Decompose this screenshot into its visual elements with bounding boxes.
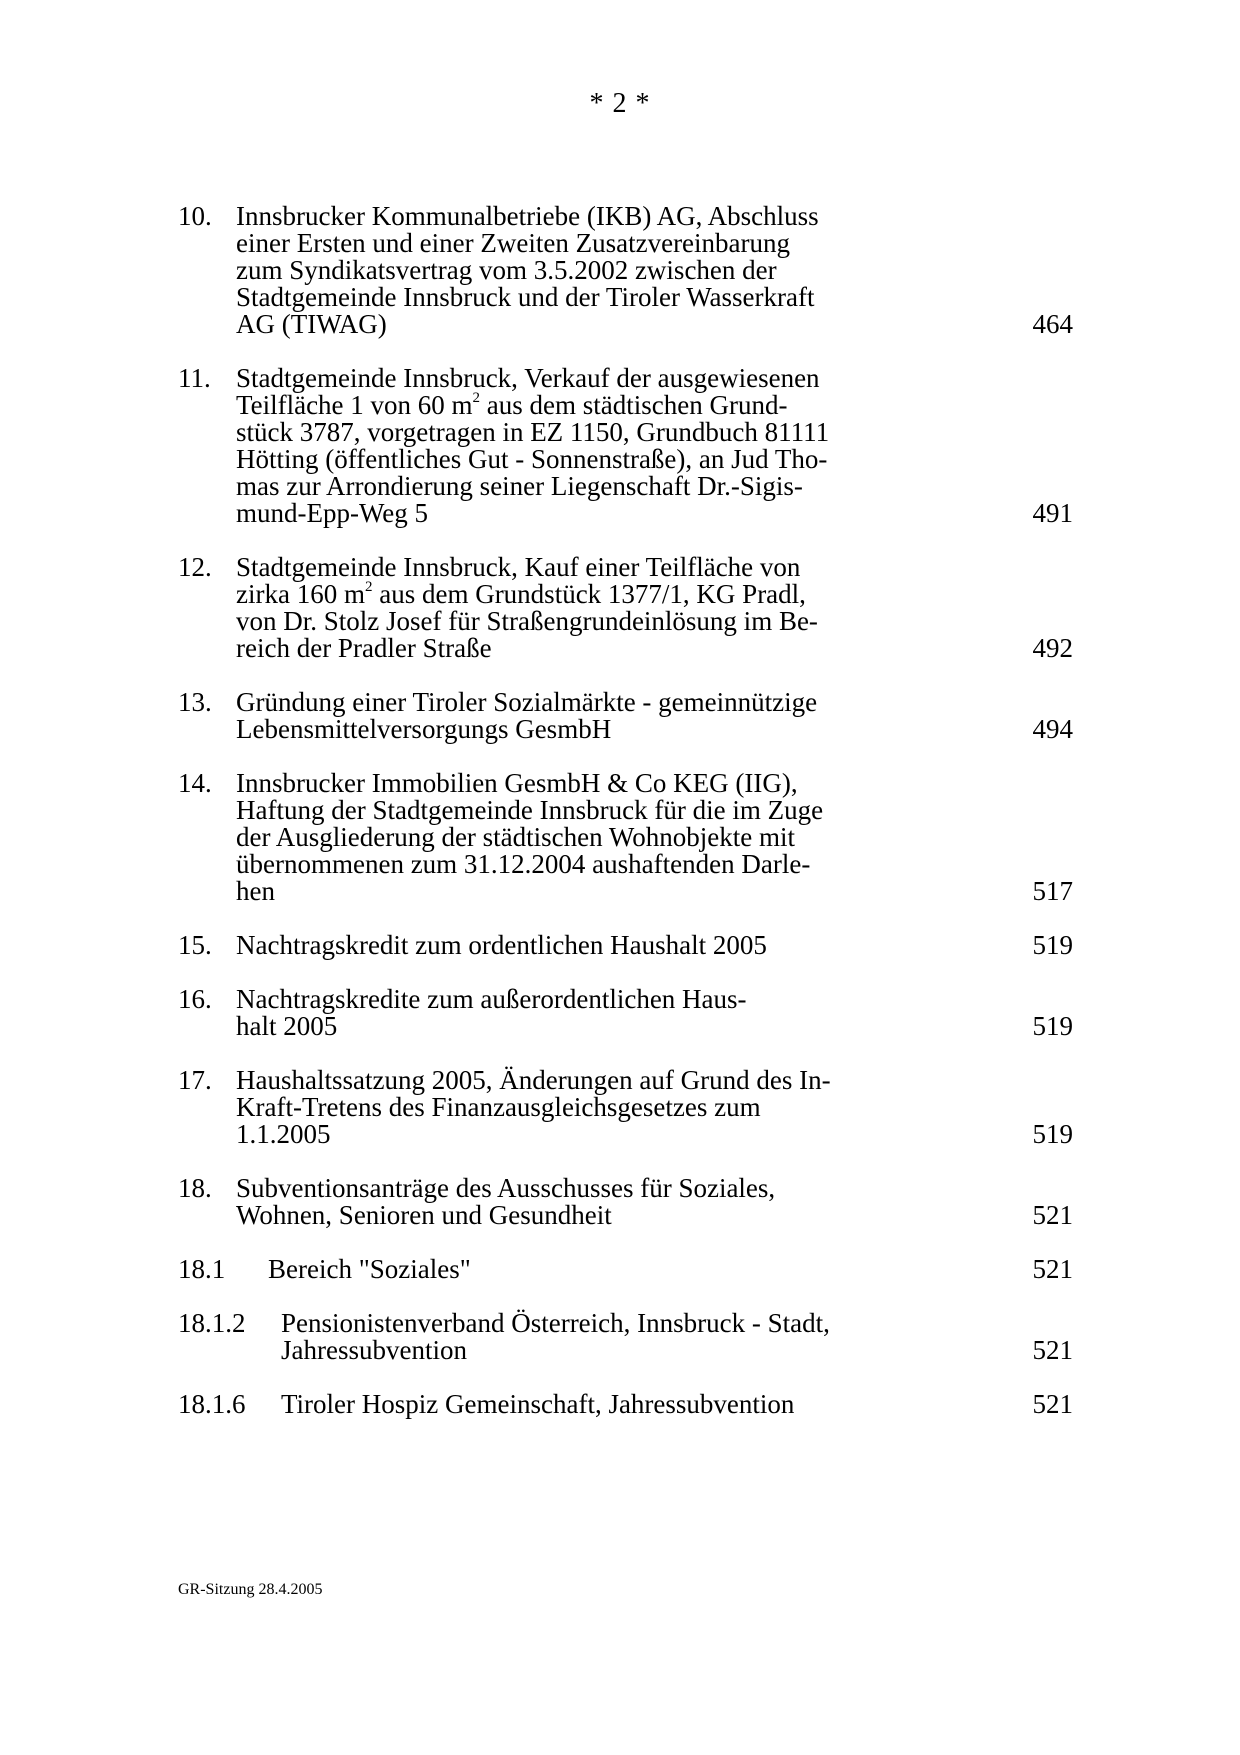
entry-number: 11.: [178, 363, 211, 393]
entry-title: Innsbrucker Immobilien GesmbH & Co KEG (IIG), Haftung der Stadtgemeinde Innsbruck für die im Zuge der Ausgliederung der städtischen Wohnobjekte mit übernommenen zum 31.12.2004 aushaftenden Darle- hen: [236, 768, 824, 906]
toc-entry-18: [178, 1175, 1073, 1229]
entry-number: 18.1: [178, 1254, 226, 1284]
superscript: 2: [364, 579, 373, 595]
entry-title: Bereich "Soziales": [268, 1254, 471, 1284]
entry-page: 519: [1032, 930, 1073, 960]
toc-entry-14: [178, 770, 1073, 905]
toc-entry-18-1-2: [178, 1310, 1073, 1364]
entry-title: Innsbrucker Kommunalbetriebe (IKB) AG, Abschluss einer Ersten und einer Zweiten Zusatzvereinbarung zum Syndikatsvertrag vom 3.5.2002 zwischen der Stadtgemeinde Innsbruck und der Tiroler Wasserkraft AG (TIWAG): [236, 201, 819, 339]
entry-page: 491: [1032, 498, 1073, 528]
entry-title: Stadtgemeinde Innsbruck, Kauf einer Teilfläche von zirka 160 $m^2$ aus dem Grundstück 1377/1, KG Pradl, von Dr. Stolz Josef für Straßengrundeinlösung im Be- reich der Pradler Straße: [236, 552, 818, 663]
entry-title: Tiroler Hospiz Gemeinschaft, Jahressubvention: [281, 1389, 795, 1419]
page-number: * 2 *: [589, 88, 651, 119]
entry-title: Haushaltssatzung 2005, Änderungen auf Grund des In- Kraft-Tretens des Finanzausgleichsgesetzes zum 1.1.2005: [236, 1065, 831, 1149]
entry-number: 18.1.6: [178, 1389, 246, 1419]
entry-title: Nachtragskredit zum ordentlichen Haushalt 2005: [236, 930, 767, 960]
entry-page: 521: [1032, 1335, 1073, 1365]
toc-entry-11: [178, 365, 1073, 527]
toc-entry-17: [178, 1067, 1073, 1148]
toc-entry-10: [178, 203, 1073, 338]
entry-page: 519: [1032, 1119, 1073, 1149]
entry-page: 494: [1032, 714, 1073, 744]
entry-number: 16.: [178, 984, 212, 1014]
entry-title: Subventionsanträge des Ausschusses für Soziales, Wohnen, Senioren und Gesundheit: [236, 1173, 776, 1230]
footer-session-date: GR-Sitzung 28.4.2005: [178, 1581, 323, 1598]
entry-title: Nachtragskredite zum außerordentlichen Haus- halt 2005: [236, 984, 747, 1041]
toc-entry-13: [178, 689, 1073, 743]
entry-number: 18.: [178, 1173, 212, 1203]
entry-number: 13.: [178, 687, 212, 717]
entry-number: 17.: [178, 1065, 212, 1095]
entry-page: 519: [1032, 1011, 1073, 1041]
entry-title: Gründung einer Tiroler Sozialmärkte - gemeinnützige Lebensmittelversorgungs GesmbH: [236, 687, 818, 744]
entry-page: 521: [1032, 1254, 1073, 1284]
entry-title: Stadtgemeinde Innsbruck, Verkauf der ausgewiesenen Teilfläche 1 von 60 $m^2$ aus dem städtischen Grund- stück 3787, vorgetragen in EZ 1150, Grundbuch 81111 Hötting (öffentliches Gut - Sonnenstraße), an Jud Tho- mas zur Arrondierung seiner Liegenschaft Dr.-Sigis- mund-Epp-Weg 5: [236, 363, 830, 528]
entry-page: 464: [1032, 309, 1073, 339]
entry-page: 521: [1032, 1389, 1073, 1419]
entry-page: 517: [1032, 876, 1073, 906]
entry-number: 10.: [178, 201, 212, 231]
entry-page: 492: [1032, 633, 1073, 663]
entry-page: 521: [1032, 1200, 1073, 1230]
entry-number: 12.: [178, 552, 212, 582]
entry-title: Pensionistenverband Österreich, Innsbruck - Stadt, Jahressubvention: [281, 1308, 830, 1365]
toc-entry-18-1: [178, 1256, 1073, 1283]
toc-entry-12: [178, 554, 1073, 662]
toc-entry-18-1-6: [178, 1391, 1073, 1418]
toc-entry-16: [178, 986, 1073, 1040]
entry-number: 14.: [178, 768, 212, 798]
superscript: 2: [472, 390, 481, 406]
toc-entry-15: [178, 932, 1073, 959]
entry-number: 15.: [178, 930, 212, 960]
entry-number: 18.1.2: [178, 1308, 246, 1338]
table-of-contents: [178, 203, 1073, 1445]
